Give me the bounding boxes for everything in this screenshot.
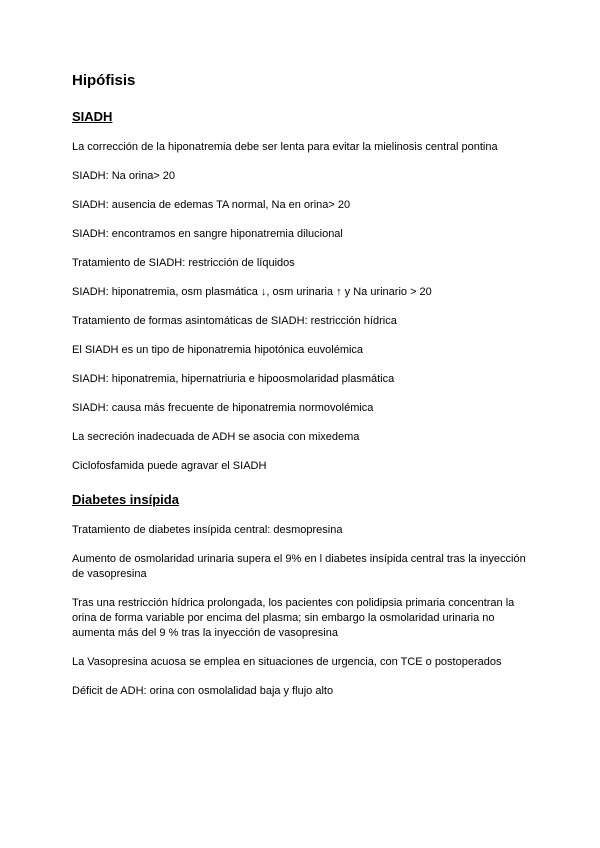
list-item: Tras una restricción hídrica prolongada, los pacientes con polidipsia primaria concentran la orina de forma variable por encima del plasma; sin embargo la osmolaridad urinaria no aumenta más del 9 % tras la inyección de vasopresina: [72, 597, 515, 639]
section-heading-siadh: SIADH: [72, 109, 113, 124]
list-item: La Vasopresina acuosa se emplea en situaciones de urgencia, con TCE o postoperados: [72, 656, 502, 668]
list-item: SIADH: hiponatremia, hipernatriuria e hipoosmolaridad plasmática: [72, 373, 395, 385]
list-item: La secreción inadecuada de ADH se asocia con mixedema: [72, 431, 360, 443]
list-item: Tratamiento de formas asintomáticas de SIADH: restricción hídrica: [72, 315, 397, 327]
list-item: Déficit de ADH: orina con osmolalidad baja y flujo alto: [72, 685, 334, 697]
list-item: Ciclofosfamida puede agravar el SIADH: [72, 460, 267, 472]
section-diabetes-insipida: [72, 491, 532, 699]
list-item: SIADH: encontramos en sangre hiponatremia dilucional: [72, 228, 343, 240]
page-title: Hipófisis: [72, 72, 136, 89]
list-item: SIADH: ausencia de edemas TA normal, Na en orina> 20: [72, 199, 351, 211]
list-item: Tratamiento de SIADH: restricción de líquidos: [72, 257, 295, 269]
list-item: Tratamiento de diabetes insípida central: desmopresina: [72, 524, 343, 536]
list-item: SIADH: hiponatremia, osm plasmática ↓, osm urinaria ↑ y Na urinario > 20: [72, 286, 432, 298]
document-page: [72, 68, 532, 699]
section-siadh: [72, 108, 532, 474]
list-item: SIADH: Na orina> 20: [72, 170, 176, 182]
list-item: SIADH: causa más frecuente de hiponatremia normovolémica: [72, 402, 374, 414]
list-item: La corrección de la hiponatremia debe ser lenta para evitar la mielinosis central pontina: [72, 141, 498, 153]
list-item: Aumento de osmolaridad urinaria supera el 9% en l diabetes insípida central tras la inyección de vasopresina: [72, 553, 526, 580]
list-item: El SIADH es un tipo de hiponatremia hipotónica euvolémica: [72, 344, 364, 356]
section-heading-diabetes-insipida: Diabetes insípida: [72, 492, 179, 507]
